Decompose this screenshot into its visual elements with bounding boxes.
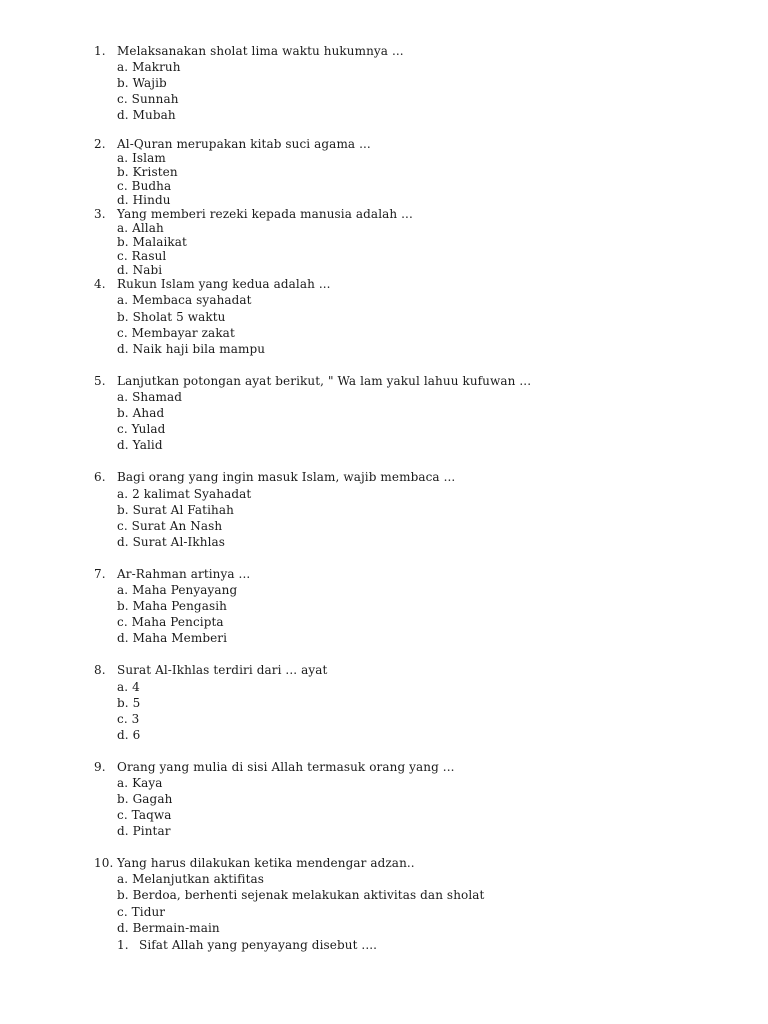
answer-option: c. 3 bbox=[117, 712, 140, 726]
answer-option: a. Makruh bbox=[117, 60, 181, 74]
question-number: 2. bbox=[94, 137, 106, 151]
answer-option: a. 4 bbox=[117, 680, 140, 694]
question-number: 9. bbox=[94, 760, 106, 774]
answer-option: b. Maha Pengasih bbox=[117, 599, 227, 613]
answer-option: d. Yalid bbox=[117, 438, 163, 452]
answer-option: c. Rasul bbox=[117, 249, 167, 263]
answer-option: a. Membaca syahadat bbox=[117, 293, 252, 307]
answer-option: a. Kaya bbox=[117, 776, 163, 790]
answer-option: b. Gagah bbox=[117, 792, 173, 806]
answer-option: b. Sholat 5 waktu bbox=[117, 310, 226, 324]
answer-option: d. Nabi bbox=[117, 263, 163, 277]
question-number: 4. bbox=[94, 277, 106, 291]
answer-option: b. Wajib bbox=[117, 76, 167, 90]
answer-option: a. Islam bbox=[117, 151, 166, 165]
question-text: Orang yang mulia di sisi Allah termasuk orang yang ... bbox=[117, 760, 455, 774]
question-number: 1. bbox=[94, 44, 106, 58]
answer-option: c. Sunnah bbox=[117, 92, 179, 106]
answer-option: b. 5 bbox=[117, 696, 141, 710]
answer-option: c. Membayar zakat bbox=[117, 326, 235, 340]
answer-option: b. Malaikat bbox=[117, 235, 187, 249]
answer-option: c. Taqwa bbox=[117, 808, 172, 822]
answer-option: a. Melanjutkan aktifitas bbox=[117, 872, 265, 886]
answer-option: d. Pintar bbox=[117, 824, 171, 838]
answer-option: a. Maha Penyayang bbox=[117, 583, 238, 597]
question-text: Yang memberi rezeki kepada manusia adalah ... bbox=[117, 207, 413, 221]
question-number: 7. bbox=[94, 567, 106, 581]
answer-option: a. Shamad bbox=[117, 390, 183, 404]
question-text: Melaksanakan sholat lima waktu hukumnya ... bbox=[117, 44, 404, 58]
question-text: Rukun Islam yang kedua adalah ... bbox=[117, 277, 331, 291]
answer-option: d. 6 bbox=[117, 728, 141, 742]
answer-option: d. Naik haji bila mampu bbox=[117, 342, 266, 356]
answer-option: d. Hindu bbox=[117, 193, 171, 207]
question-text: Al-Quran merupakan kitab suci agama ... bbox=[117, 137, 371, 151]
answer-option: b. Berdoa, berhenti sejenak melakukan aktivitas dan sholat bbox=[117, 888, 485, 902]
question-text: Bagi orang yang ingin masuk Islam, wajib membaca ... bbox=[117, 470, 456, 484]
answer-option: d. Mubah bbox=[117, 108, 176, 122]
answer-option: c. Tidur bbox=[117, 905, 166, 919]
answer-option: c. Surat An Nash bbox=[117, 519, 223, 533]
answer-option: b. Kristen bbox=[117, 165, 178, 179]
question-text: Surat Al-Ikhlas terdiri dari ... ayat bbox=[117, 663, 328, 677]
question-number: 1. bbox=[117, 938, 129, 952]
answer-option: c. Maha Pencipta bbox=[117, 615, 224, 629]
answer-option: b. Ahad bbox=[117, 406, 165, 420]
question-number: 5. bbox=[94, 374, 106, 388]
question-number: 10. bbox=[94, 856, 114, 870]
question-text: Yang harus dilakukan ketika mendengar adzan.. bbox=[117, 856, 415, 870]
answer-option: d. Surat Al-Ikhlas bbox=[117, 535, 226, 549]
answer-option: b. Surat Al Fatihah bbox=[117, 503, 234, 517]
question-text: Ar-Rahman artinya ... bbox=[117, 567, 251, 581]
question-number: 6. bbox=[94, 470, 106, 484]
answer-option: a. 2 kalimat Syahadat bbox=[117, 487, 252, 501]
answer-option: a. Allah bbox=[117, 221, 164, 235]
answer-option: c. Yulad bbox=[117, 422, 166, 436]
question-number: 3. bbox=[94, 207, 106, 221]
question-number: 8. bbox=[94, 663, 106, 677]
answer-option: c. Budha bbox=[117, 179, 172, 193]
answer-option: d. Maha Memberi bbox=[117, 631, 228, 645]
question-text: Lanjutkan potongan ayat berikut, " Wa lam yakul lahuu kufuwan ... bbox=[117, 374, 532, 388]
question-text: Sifat Allah yang penyayang disebut .... bbox=[139, 938, 378, 952]
answer-option: d. Bermain-main bbox=[117, 921, 220, 935]
